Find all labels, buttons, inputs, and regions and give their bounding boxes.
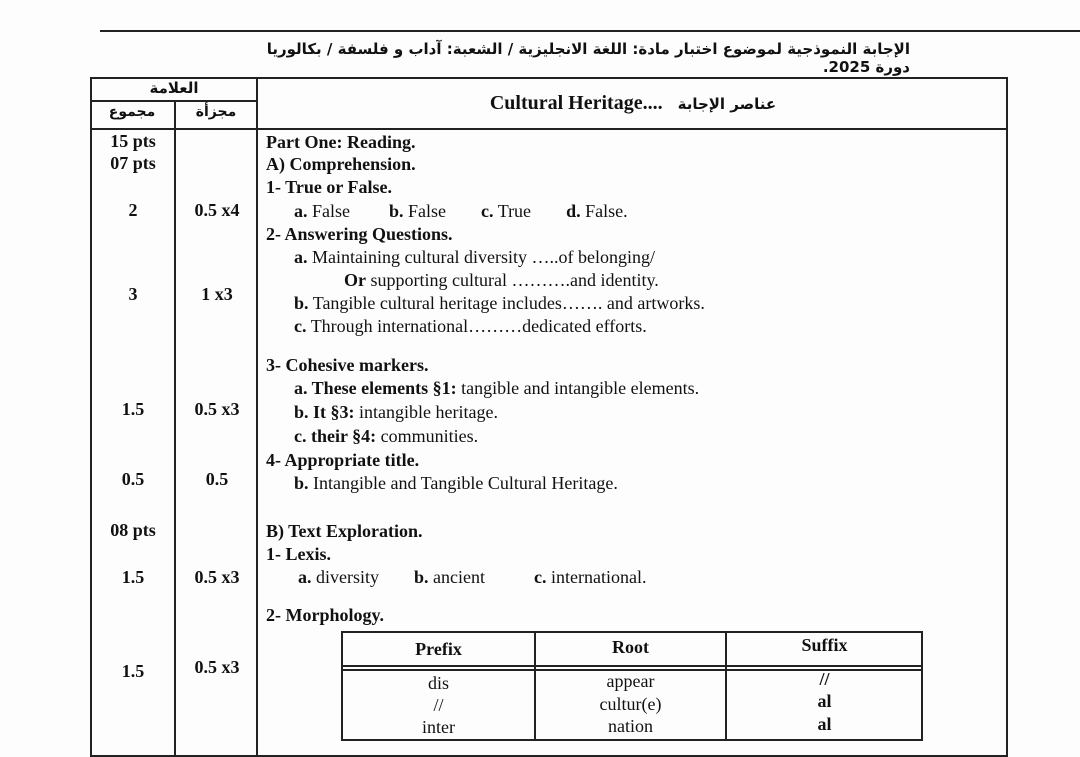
topic-title: Cultural Heritage.... xyxy=(489,92,663,114)
morph-header-root: Root xyxy=(612,637,649,657)
morph-cell: // xyxy=(433,695,444,715)
mark-part1-total: 15 pts xyxy=(110,131,156,151)
lexis-heading: 1- Lexis. xyxy=(266,544,331,564)
morph-cell: appear xyxy=(606,671,655,691)
aq-text-c: Through international………dedicated efforts. xyxy=(310,316,647,336)
exam-header: الإجابة النموذجية لموضوع اختبار مادة: اللغة الانجليزية / الشعبة: آداب و فلسفة / بكالوريا دورة 2025. xyxy=(266,40,910,76)
aq-answer-a xyxy=(294,246,655,268)
cm-answer-c xyxy=(294,425,478,447)
cm-answer-b xyxy=(294,401,498,423)
tf-letter-a: a. xyxy=(294,201,308,221)
answering-questions-heading: 2- Answering Questions. xyxy=(266,224,453,244)
text-exploration-heading: B) Text Exploration. xyxy=(266,521,423,541)
morph-header-divider xyxy=(341,665,923,667)
mark-tf-total: 2 xyxy=(128,200,138,220)
aq-letter-b: b. xyxy=(294,293,309,313)
aq-answer-b xyxy=(294,292,705,314)
morph-cell: dis xyxy=(427,673,449,693)
lexis-value-b: ancient xyxy=(433,567,485,587)
morph-cell: al xyxy=(817,714,832,734)
mark-cm-total: 1.5 xyxy=(121,399,145,419)
mark-cm-partial: 0.5 x3 xyxy=(194,399,240,419)
aq-letter-a: a. xyxy=(294,247,308,267)
mark-aq-total: 3 xyxy=(128,284,138,304)
mark-lexis-total: 1.5 xyxy=(121,567,145,587)
morphology-heading: 2- Morphology. xyxy=(266,605,385,625)
mark-aq-partial: 1 x3 xyxy=(201,284,233,304)
morph-cell: cultur(e) xyxy=(599,694,662,714)
mark-title-partial: 0.5 xyxy=(205,469,229,489)
true-false-answers xyxy=(294,200,628,222)
title-letter: b. xyxy=(294,473,309,493)
mark-tf-partial: 0.5 x4 xyxy=(194,200,240,220)
tf-value-a: False xyxy=(312,201,350,221)
answer-elements-label: عناصر الإجابة xyxy=(677,95,777,113)
lexis-value-c: international. xyxy=(551,567,647,587)
appropriate-title-heading: 4- Appropriate title. xyxy=(266,450,420,470)
lexis-letter-a: a. xyxy=(298,567,312,587)
lexis-letter-c: c. xyxy=(534,567,547,587)
morph-header-suffix: Suffix xyxy=(801,635,848,655)
cm-key-b: b. It §3: xyxy=(294,402,355,422)
mark-title-total: 0.5 xyxy=(121,469,145,489)
tf-value-d: False. xyxy=(585,201,628,221)
mark-comprehension-total: 07 pts xyxy=(110,153,156,173)
comprehension-heading: A) Comprehension. xyxy=(266,154,416,174)
aq-answer-c xyxy=(294,315,647,337)
title-text: Intangible and Tangible Cultural Heritage. xyxy=(313,473,618,493)
morph-cell: // xyxy=(819,669,830,689)
title-answer xyxy=(294,472,618,494)
true-false-heading: 1- True or False. xyxy=(266,177,392,197)
cm-key-c: c. their §4: xyxy=(294,426,377,446)
aq-text-a: Maintaining cultural diversity …..of belonging/ xyxy=(312,247,655,267)
tf-letter-c: c. xyxy=(481,201,494,221)
cm-value-b: intangible heritage. xyxy=(359,402,498,422)
tf-letter-d: d. xyxy=(566,201,581,221)
answer-column-header xyxy=(258,92,1008,115)
mark-lexis-partial: 0.5 x3 xyxy=(194,567,240,587)
cm-key-a: a. These elements §1: xyxy=(294,378,457,398)
partial-column-header: مجزأة xyxy=(195,104,237,120)
lexis-answers xyxy=(298,566,646,588)
marks-title: العلامة xyxy=(149,79,199,97)
marks-title-divider xyxy=(90,100,258,102)
mark-exploration-total: 08 pts xyxy=(110,520,156,540)
morph-cell: nation xyxy=(608,716,653,736)
top-rule xyxy=(100,30,1080,32)
aq-letter-c: c. xyxy=(294,316,307,336)
tf-value-c: True xyxy=(497,201,532,221)
tf-value-b: False xyxy=(408,201,447,221)
aq-answer-a-alt xyxy=(344,269,659,291)
cm-value-c: communities. xyxy=(380,426,479,446)
aq-text-a-alt: supporting cultural ……….and identity. xyxy=(370,270,659,290)
lexis-value-a: diversity xyxy=(316,567,379,587)
mark-morph-partial: 0.5 x3 xyxy=(194,657,240,677)
total-column-header: مجموع xyxy=(108,104,156,120)
morph-cell: inter xyxy=(422,717,455,737)
tf-letter-b: b. xyxy=(389,201,404,221)
aq-or-label: Or xyxy=(344,270,366,290)
cm-value-a: tangible and intangible elements. xyxy=(461,378,700,398)
lexis-letter-b: b. xyxy=(414,567,429,587)
aq-text-b: Tangible cultural heritage includes……. and artworks. xyxy=(312,293,705,313)
cohesive-markers-heading: 3- Cohesive markers. xyxy=(266,355,429,375)
morph-cell: al xyxy=(817,691,832,711)
header-row-divider xyxy=(90,128,1008,130)
part-one-heading: Part One: Reading. xyxy=(266,132,416,152)
mark-morph-total: 1.5 xyxy=(121,661,145,681)
cm-answer-a xyxy=(294,377,699,399)
morph-header-prefix: Prefix xyxy=(415,639,462,659)
